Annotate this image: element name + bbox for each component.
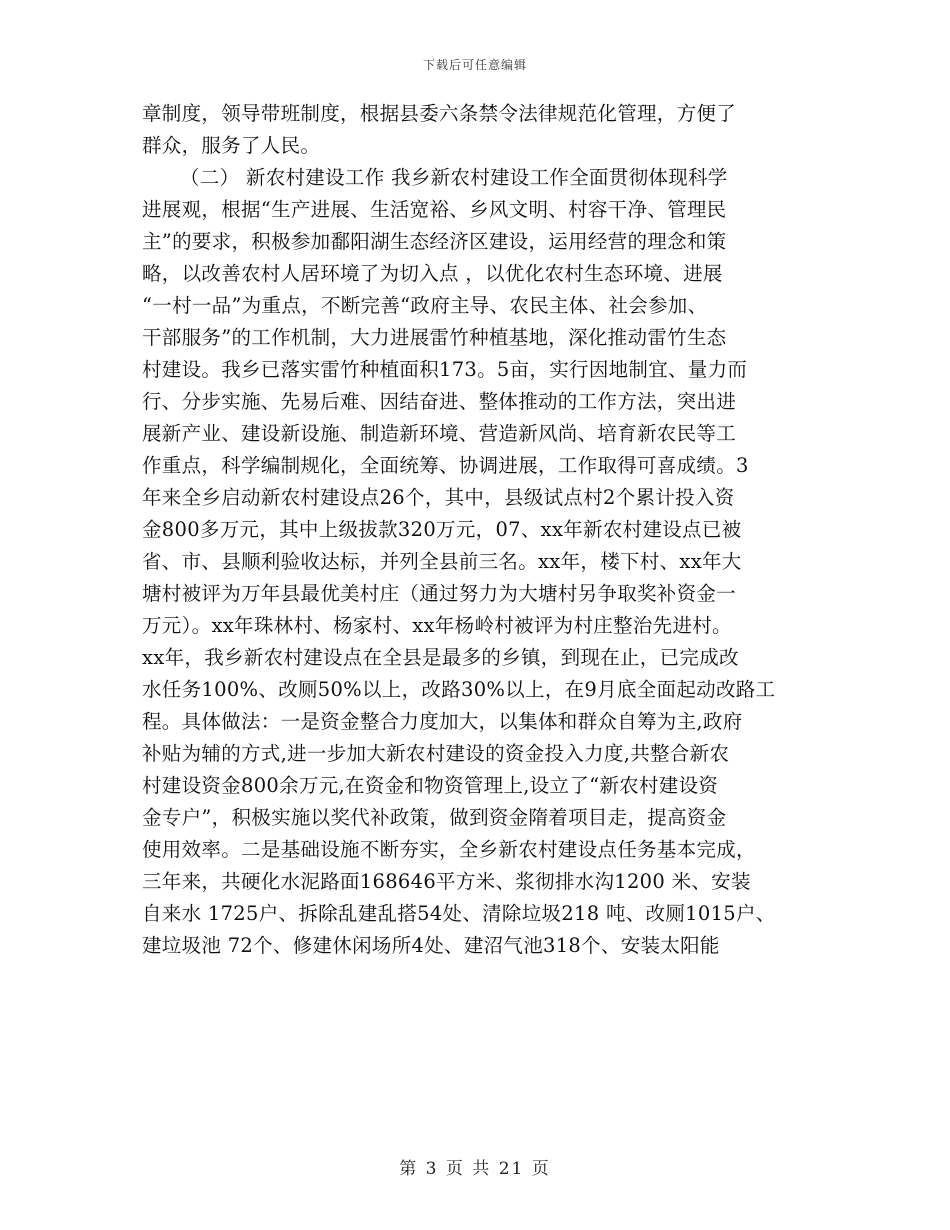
body-line: 塘村被评为万年县最优美村庄（通过努力为大塘村另争取奖补资金一 (142, 582, 737, 605)
body-line: 年来全乡启动新农村建设点26个，其中，县级试点村2个累计投入资 (142, 486, 735, 509)
document-body (142, 98, 822, 962)
body-line: 建垃圾池 72个、修建休闲场所4处、建沼气池318个、安装太阳能 (142, 934, 720, 957)
body-line: 章制度，领导带班制度，根据县委六条禁令法律规范化管理，方便了 (142, 102, 737, 125)
body-line: 自来水 1725户、拆除乱建乱搭54处、清除垃圾218 吨、改厕1015户、 (142, 902, 776, 925)
body-line: 万元）。xx年珠林村、杨家村、xx年杨岭村被评为村庄整治先进村。 (142, 614, 732, 637)
body-line: 村建设资金800余万元,在资金和物资管理上,设立了“新农村建设资 (142, 774, 719, 797)
body-line: 省、市、县顺利验收达标，并列全县前三名。xx年，楼下村、xx年大 (142, 550, 742, 573)
page-header-note: 下载后可任意编辑 (422, 58, 527, 72)
body-line: 干部服务”的工作机制，大力进展雷竹种植基地，深化推动雷竹生态 (142, 326, 727, 349)
body-line: 水任务100%、改厕50%以上，改路30%以上，在9月底全面起动改路工 (142, 678, 776, 701)
body-line: 进展观，根据“生产进展、生活宽裕、乡风文明、村容干净、管理民 (142, 198, 727, 221)
page-number-footer: 第 3 页 共 21 页 (399, 1159, 551, 1179)
body-line: 补贴为辅的方式,进一步加大新农村建设的资金投入力度,共整合新农 (142, 742, 730, 765)
section-heading-line: （二） 新农村建设工作 我乡新农村建设工作全面贯彻体现科学 (180, 166, 728, 189)
body-line: 金专户”，积极实施以奖代补政策，做到资金隋着项目走，提高资金 (142, 806, 727, 829)
body-line: “一村一品”为重点，不断完善“政府主导、农民主体、社会参加、 (142, 294, 708, 317)
body-line: 行、分步实施、先易后难、因结奋进、整体推动的工作方法，突出进 (142, 390, 737, 413)
body-line: 群众，服务了人民。 (142, 134, 321, 157)
body-line: 主”的要求，积极参加鄱阳湖生态经济区建设，运用经营的理念和策 (142, 230, 727, 253)
body-line: 使用效率。二是基础设施不断夯实，全乡新农村建设点任务基本完成， (142, 838, 756, 861)
body-line: 作重点，科学编制规化，全面统筹、协调进展，工作取得可喜成绩。3 (142, 454, 749, 477)
body-line: 程。具体做法：一是资金整合力度加大，以集体和群众自筹为主,政府 (142, 710, 743, 733)
body-line: xx年，我乡新农村建设点在全县是最多的乡镇，到现在止，已完成改 (142, 646, 739, 669)
body-line: 展新产业、建设新设施、制造新环境、营造新风尚、培育新农民等工 (142, 422, 737, 445)
body-line: 略，以改善农村人居环境了为切入点 ，以优化农村生态环境、进展 (142, 262, 723, 285)
body-line: 金800多万元，其中上级拔款320万元，07、xx年新农村建设点已被 (142, 518, 742, 541)
body-line: 村建设。我乡已落实雷竹种植面积173。5亩，实行因地制宜、量力而 (142, 358, 748, 381)
body-line: 三年来，共硬化水泥路面168646平方米、浆彻排水沟1200 米、安装 (142, 870, 751, 893)
